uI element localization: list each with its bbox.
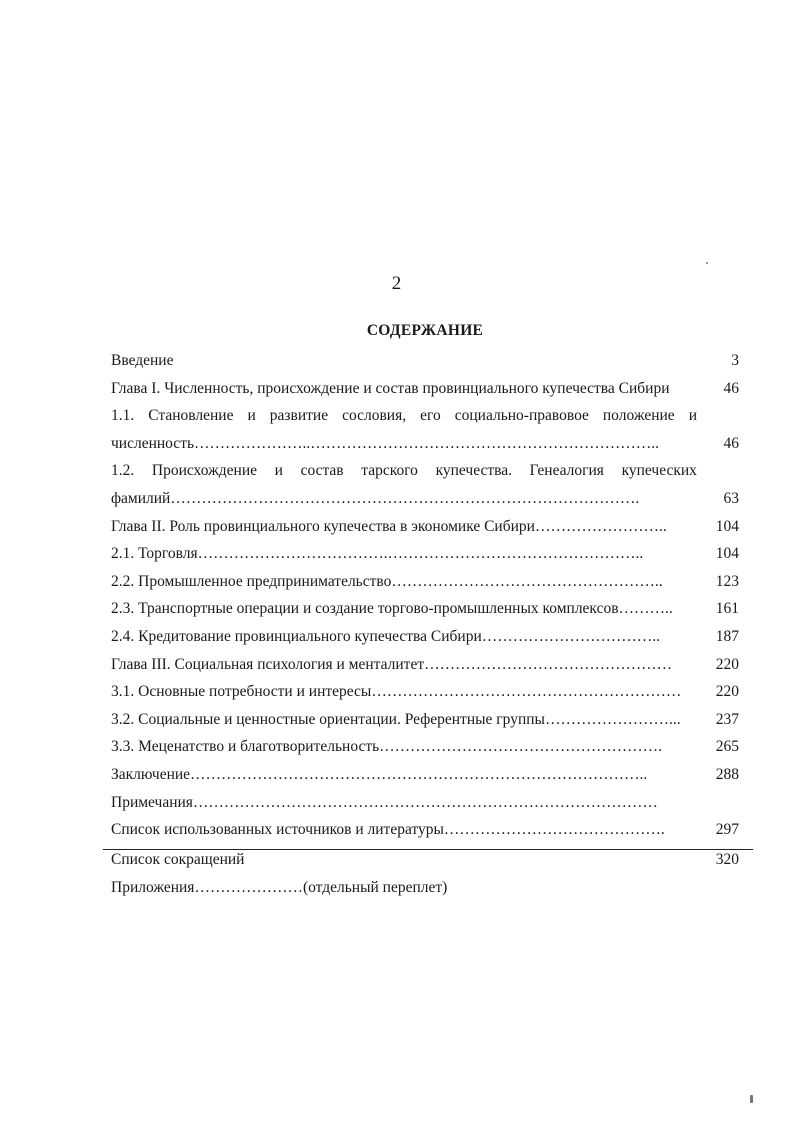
scan-speck: [706, 262, 708, 264]
toc-entry-appendices: Приложения…………………(отдельный переплет): [111, 879, 448, 896]
toc-page-2-1: 104: [715, 545, 739, 562]
toc-page-1-1: 46: [723, 435, 739, 452]
toc-entry-conclusion: Заключение……………………………………………………………………………..: [111, 766, 648, 783]
toc-entry-notes: Примечания………………………………………………………………………………: [111, 794, 658, 811]
toc-page-intro: 3: [731, 352, 739, 369]
toc-entry-chapter-2: Глава II. Роль провинциального купечества в экономике Сибири……………………..: [111, 518, 667, 535]
toc-entry-1-1-line2: численность…………………..…………………………………………………………..: [111, 435, 660, 452]
toc-entry-intro: Введение: [111, 352, 174, 369]
page-title: СОДЕРЖАНИЕ: [366, 322, 484, 339]
toc-page-chapter-3: 220: [715, 656, 739, 673]
toc-page-2-3: 161: [715, 600, 739, 617]
toc-entry-2-4: 2.4. Кредитование провинциального купечества Сибири……………………………..: [111, 628, 661, 645]
toc-page-2-2: 123: [715, 573, 739, 590]
toc-entry-1-2-line1: 1.2. Происхождение и состав тарского купечества. Генеалогия купеческих: [111, 462, 697, 479]
scan-speck: [750, 1095, 753, 1103]
toc-entry-1-1-line1: 1.1. Становление и развитие сословия, его социально-правовое положение и: [111, 407, 697, 424]
toc-page-chapter-2: 104: [715, 518, 739, 535]
toc-page-3-2: 237: [715, 711, 739, 728]
toc-page-3-3: 265: [715, 738, 739, 755]
toc-entry-3-1: 3.1. Основные потребности и интересы……………………………………………………: [111, 683, 682, 700]
toc-page-3-1: 220: [715, 683, 739, 700]
toc-entry-chapter-3: Глава III. Социальная психология и менталитет…………………………………………: [111, 656, 673, 673]
toc-page-2-4: 187: [715, 628, 739, 645]
toc-entry-3-3: 3.3. Меценатство и благотворительность……………………………………………….: [111, 738, 663, 755]
toc-entry-2-2: 2.2. Промышленное предпринимательство……………………………………………..: [111, 573, 663, 590]
toc-page-1-2: 63: [723, 490, 739, 507]
toc-entry-3-2: 3.2. Социальные и ценностные ориентации. Референтные группы……………………...: [111, 711, 681, 728]
toc-page-chapter-1: 46: [723, 380, 739, 397]
toc-entry-2-3: 2.3. Транспортные операции и создание торгово-промышленных комплексов………..: [111, 600, 673, 617]
toc-entry-2-1: 2.1. Торговля……………………………….…………………………………………..: [111, 545, 644, 562]
toc-entry-sources: Список использованных источников и литературы…………………………………….: [111, 821, 665, 838]
toc-page-abbreviations: 320: [715, 851, 739, 868]
toc-entry-abbreviations: Список сокращений: [111, 851, 245, 868]
toc-entry-1-2-line2: фамилий……………………………………………………………………………….: [111, 490, 640, 507]
toc-page-sources: 297: [715, 821, 739, 838]
toc-page-conclusion: 288: [715, 766, 739, 783]
page-number: 2: [391, 273, 402, 294]
toc-entry-chapter-1: Глава I. Численность, происхождение и состав провинциального купечества Сибири: [111, 380, 670, 397]
